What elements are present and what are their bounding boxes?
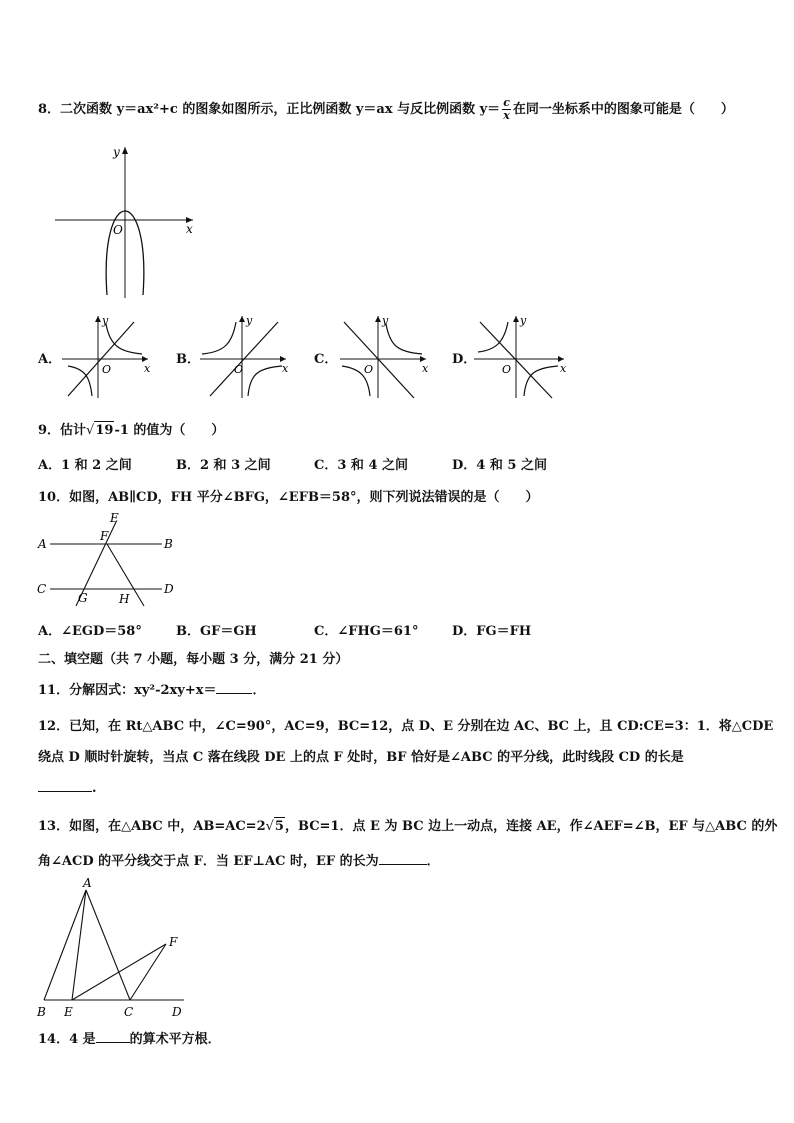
q8-d-axis-x: x xyxy=(560,362,567,375)
q10-label-b: B xyxy=(164,537,173,551)
q13-line1a: 13．如图，在△ABC 中，AB=AC=2 xyxy=(38,819,266,834)
q8-axis-x: x xyxy=(186,222,193,236)
q8-option-b-graph[interactable] xyxy=(198,312,290,400)
q10-option-c[interactable]: C．∠FHG＝61° xyxy=(314,624,419,639)
q11-stem xyxy=(38,681,266,700)
q11-end: ． xyxy=(252,683,266,698)
q9-option-b[interactable]: B．2 和 3 之间 xyxy=(176,458,271,473)
q8-stem xyxy=(38,97,734,122)
q8-a-axis-y: y xyxy=(102,314,109,327)
q8-axis-y: y xyxy=(113,145,120,159)
q8-fraction xyxy=(502,97,511,122)
q13-line1: 13．如图，在△ABC 中，AB=AC=2√5，BC=1．点 E 为 BC 边上一动点，连接 AE，作∠AEF=∠B，EF 与△ABC 的外 xyxy=(38,819,778,834)
q8-option-c-graph[interactable] xyxy=(338,312,430,400)
q11-answer-blank[interactable] xyxy=(216,681,252,694)
q13-label-f: F xyxy=(169,935,178,949)
q8-d-origin: O xyxy=(502,363,512,376)
q10-option-b[interactable]: B．GF＝GH xyxy=(176,624,257,639)
q8-option-a-label[interactable]: A． xyxy=(38,352,62,367)
q10-label-e: E xyxy=(110,511,119,525)
q8-option-b-label[interactable]: B． xyxy=(176,352,200,367)
q10-option-a[interactable]: A．∠EGD＝58° xyxy=(38,624,142,639)
q8-stem-a: 8．二次函数 y＝ax²+c 的图象如图所示，正比例函数 y＝ax 与反比例函数 y＝ xyxy=(38,102,501,117)
q14-text-a: 14．4 是 xyxy=(38,1032,96,1047)
q9-option-c[interactable]: C．3 和 4 之间 xyxy=(314,458,409,473)
q8-option-c-label[interactable]: C． xyxy=(314,352,338,367)
q14-answer-blank[interactable] xyxy=(96,1030,130,1043)
q13-radicand: 5 xyxy=(274,819,284,834)
q13-line2 xyxy=(38,852,440,871)
q10-parallel-lines-figure xyxy=(34,508,184,608)
q8-b-axis-x: x xyxy=(282,362,289,375)
q14-text-b: 的算术平方根． xyxy=(129,1032,221,1047)
q10-label-d: D xyxy=(164,582,174,596)
q10-label-f: F xyxy=(100,529,109,543)
q8-a-axis-x: x xyxy=(144,362,151,375)
q9-radicand: 19 xyxy=(95,423,114,438)
q8-b-origin: O xyxy=(234,363,244,376)
q13-line1b: ，BC=1．点 E 为 BC 边上一动点，连接 AE，作∠AEF=∠B，EF 与△ABC 的外 xyxy=(284,819,778,834)
q9-stem-a: 9．估计 xyxy=(38,423,87,438)
q13-label-d: D xyxy=(172,1005,182,1019)
q8-stem-b: 在同一坐标系中的图象可能是（ ） xyxy=(512,102,734,117)
q10-label-h: H xyxy=(119,592,130,606)
q8-c-axis-y: y xyxy=(382,314,389,327)
q14-stem xyxy=(38,1030,221,1049)
q9-option-d[interactable]: D．4 和 5 之间 xyxy=(452,458,547,473)
q10-label-c: C xyxy=(37,582,47,596)
q8-c-axis-x: x xyxy=(422,362,429,375)
q8-frac-num: c xyxy=(503,96,510,109)
q12-answer-blank[interactable] xyxy=(38,779,92,792)
q8-d-axis-y: y xyxy=(520,314,527,327)
q8-option-a-graph[interactable] xyxy=(60,312,152,400)
q10-option-d[interactable]: D．FG＝FH xyxy=(452,624,532,639)
q9-stem: 9．估计√19-1 的值为（ ） xyxy=(38,423,225,438)
q9-option-a[interactable]: A．1 和 2 之间 xyxy=(38,458,132,473)
q10-label-g: G xyxy=(78,591,88,605)
q13-end: ． xyxy=(426,854,440,869)
q12-end: . xyxy=(92,781,97,796)
q8-frac-den: x xyxy=(503,109,510,122)
q12-line2: 绕点 D 顺时针旋转，当点 C 落在线段 DE 上的点 F 处时，BF 恰好是∠ABC 的平分线，此时线段 CD 的长是 xyxy=(38,750,684,765)
q12-line3 xyxy=(38,779,97,798)
q11-text: 11．分解因式：xy²-2xy+x＝ xyxy=(38,683,217,698)
q13-label-a: A xyxy=(83,876,92,890)
q13-label-b: B xyxy=(37,1005,46,1019)
q10-stem: 10．如图，AB∥CD，FH 平分∠BFG，∠EFB＝58°，则下列说法错误的是（ ） xyxy=(38,490,539,505)
q13-line2-text: 角∠ACD 的平分线交于点 F．当 EF⊥AC 时，EF 的长为 xyxy=(38,854,379,869)
q13-answer-blank[interactable] xyxy=(379,852,427,865)
section-heading: 二、填空题（共 7 小题，每小题 3 分，满分 21 分） xyxy=(38,652,349,667)
q12-line1: 12．已知，在 Rt△ABC 中，∠C=90°，AC=9，BC=12，点 D、E 分别在边 AC、BC 上，且 CD:CE=3：1．将△CDE xyxy=(38,719,774,734)
q13-label-c: C xyxy=(124,1005,134,1019)
q10-label-a: A xyxy=(38,537,47,551)
q13-label-e: E xyxy=(64,1005,73,1019)
q8-parabola-figure xyxy=(55,143,200,298)
q8-a-origin: O xyxy=(102,363,112,376)
q8-b-axis-y: y xyxy=(246,314,253,327)
q13-triangle-figure xyxy=(34,874,194,1024)
q9-stem-b: -1 的值为（ ） xyxy=(114,423,225,438)
q8-origin: O xyxy=(113,223,123,237)
q8-option-d-label[interactable]: D． xyxy=(452,352,477,367)
q8-option-d-graph[interactable] xyxy=(472,312,568,400)
q8-c-origin: O xyxy=(364,363,374,376)
